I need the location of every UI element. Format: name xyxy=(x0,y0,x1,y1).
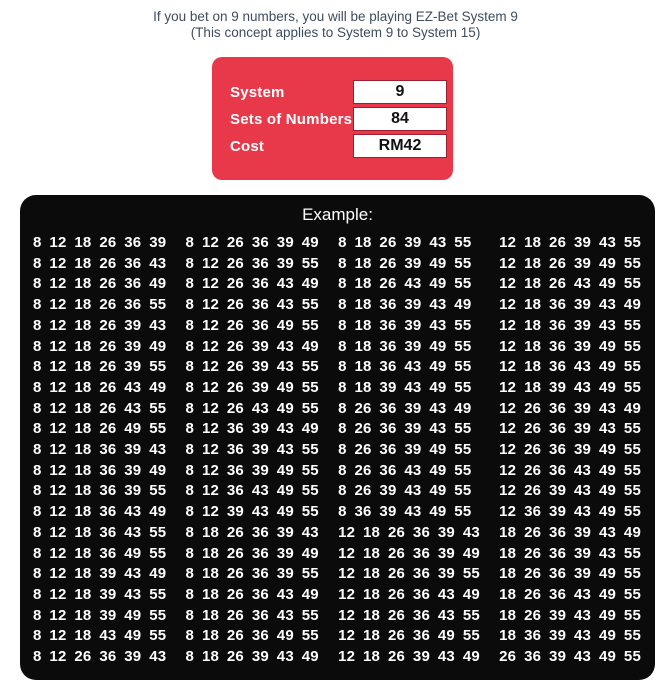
info-row-system xyxy=(230,80,447,104)
combination: 12 18 36 43 49 55 xyxy=(499,358,641,376)
combination: 8 12 18 26 36 55 xyxy=(33,296,167,314)
combination: 12 26 39 43 49 55 xyxy=(499,482,641,500)
combination: 8 18 26 39 49 55 xyxy=(338,254,472,272)
info-row-cost xyxy=(230,134,447,158)
combination: 18 36 39 43 49 55 xyxy=(499,627,641,645)
combination: 8 18 26 39 43 49 xyxy=(185,648,319,666)
combination: 12 18 26 39 43 49 xyxy=(338,648,480,666)
combination: 8 12 18 36 43 49 xyxy=(33,503,167,521)
combination: 8 12 36 39 49 55 xyxy=(185,461,319,479)
combination: 12 18 26 39 49 55 xyxy=(499,254,641,272)
combination: 8 18 36 39 43 55 xyxy=(338,316,472,334)
combination: 12 18 26 36 43 55 xyxy=(338,606,480,624)
cost-label: Cost xyxy=(230,137,265,155)
combination: 12 18 26 36 39 55 xyxy=(338,565,480,583)
combination: 8 12 26 43 49 55 xyxy=(185,399,319,417)
combination: 8 12 18 39 43 49 xyxy=(33,565,167,583)
combination: 8 12 36 43 49 55 xyxy=(185,482,319,500)
combination: 8 12 26 36 49 55 xyxy=(185,316,319,334)
combination: 12 26 36 39 43 49 xyxy=(499,399,641,417)
system-label: System xyxy=(230,83,285,101)
cost-value-box xyxy=(353,134,447,158)
combination: 12 18 36 39 49 55 xyxy=(499,337,641,355)
combination: 8 12 26 36 39 55 xyxy=(185,254,319,272)
combinations-column-4 xyxy=(499,233,641,668)
combination: 8 18 26 36 43 49 xyxy=(185,585,319,603)
combination: 8 26 39 43 49 55 xyxy=(338,482,472,500)
combination: 8 12 26 39 43 49 xyxy=(185,337,319,355)
combinations-grid xyxy=(20,233,655,668)
combination: 12 18 26 43 49 55 xyxy=(499,275,641,293)
combination: 8 26 36 43 49 55 xyxy=(338,461,472,479)
combination: 8 12 18 36 49 55 xyxy=(33,544,167,562)
combination: 8 12 18 39 43 55 xyxy=(33,585,167,603)
combination: 12 26 36 43 49 55 xyxy=(499,461,641,479)
page-header xyxy=(0,0,671,41)
combination: 8 12 18 39 49 55 xyxy=(33,606,167,624)
combination: 8 18 26 36 49 55 xyxy=(185,627,319,645)
example-title: Example: xyxy=(302,205,373,224)
combination: 12 26 36 39 49 55 xyxy=(499,441,641,459)
combination: 8 12 26 39 49 55 xyxy=(185,378,319,396)
combination: 8 18 39 43 49 55 xyxy=(338,378,472,396)
combination: 12 18 26 36 49 55 xyxy=(338,627,480,645)
combinations-column-2 xyxy=(186,233,319,668)
combination: 8 12 36 39 43 49 xyxy=(185,420,319,438)
combination: 12 36 39 43 49 55 xyxy=(499,503,641,521)
combination: 8 12 18 26 49 55 xyxy=(33,420,167,438)
system-value: 9 xyxy=(395,83,405,100)
combination: 8 18 26 36 39 49 xyxy=(185,544,319,562)
combination: 12 26 36 39 43 55 xyxy=(499,420,641,438)
combination: 8 26 36 39 43 55 xyxy=(338,420,472,438)
combination: 8 12 18 26 43 49 xyxy=(33,378,167,396)
system-info-card xyxy=(212,57,453,180)
combination: 12 18 36 39 43 49 xyxy=(499,296,641,314)
combination: 8 12 39 43 49 55 xyxy=(185,503,319,521)
combinations-column-1 xyxy=(33,233,166,668)
combination: 8 12 26 36 43 49 xyxy=(185,275,319,293)
combination: 8 18 26 36 43 55 xyxy=(185,606,319,624)
combination: 8 12 18 26 39 55 xyxy=(33,358,167,376)
combination: 18 26 36 43 49 55 xyxy=(499,585,641,603)
combination: 8 26 36 39 43 49 xyxy=(338,399,472,417)
combination: 8 12 18 26 39 43 xyxy=(33,316,167,334)
sets-of-numbers-label: Sets of Numbers xyxy=(230,110,353,128)
combination: 8 12 18 36 43 55 xyxy=(33,523,167,541)
combination: 18 26 39 43 49 55 xyxy=(499,606,641,624)
combination: 18 26 36 39 43 55 xyxy=(499,544,641,562)
combination: 8 12 18 36 39 55 xyxy=(33,482,167,500)
header-line-1: If you bet on 9 numbers, you will be playing EZ-Bet System 9 xyxy=(153,9,518,24)
combination: 8 18 26 39 43 55 xyxy=(338,234,472,251)
combination: 8 12 18 36 39 43 xyxy=(33,441,167,459)
info-row-sets-of-numbers xyxy=(230,107,447,131)
combination: 8 36 39 43 49 55 xyxy=(338,503,472,521)
combination: 8 12 18 26 36 43 xyxy=(33,254,167,272)
combination: 8 12 18 36 39 49 xyxy=(33,461,167,479)
combination: 8 12 26 36 39 49 xyxy=(185,234,319,251)
sets-of-numbers-value-box xyxy=(353,107,447,131)
combination: 8 18 26 36 39 55 xyxy=(185,565,319,583)
combination: 8 12 18 26 43 55 xyxy=(33,399,167,417)
combination: 8 12 18 26 36 39 xyxy=(33,234,167,251)
example-panel xyxy=(20,195,655,680)
combination: 12 18 26 39 43 55 xyxy=(499,234,641,251)
combination: 18 26 36 39 49 55 xyxy=(499,565,641,583)
combination: 8 18 26 43 49 55 xyxy=(338,275,472,293)
header-line-2: (This concept applies to System 9 to System 15) xyxy=(190,25,481,40)
combination: 8 12 36 39 43 55 xyxy=(185,441,319,459)
sets-of-numbers-value: 84 xyxy=(391,110,409,127)
combination: 8 18 36 39 43 49 xyxy=(338,296,472,314)
combination: 12 18 36 39 43 55 xyxy=(499,316,641,334)
combination: 8 26 36 39 49 55 xyxy=(338,441,472,459)
combination: 12 18 26 36 43 49 xyxy=(338,585,480,603)
combination: 8 12 18 43 49 55 xyxy=(33,627,167,645)
combination: 8 12 26 36 39 43 xyxy=(33,648,167,666)
combination: 8 12 26 36 43 55 xyxy=(185,296,319,314)
combination: 8 12 26 39 43 55 xyxy=(185,358,319,376)
combinations-column-3 xyxy=(338,233,480,668)
combination: 18 26 36 39 43 49 xyxy=(499,523,641,541)
combination: 12 18 26 36 39 43 xyxy=(338,523,480,541)
combination: 12 18 39 43 49 55 xyxy=(499,378,641,396)
combination: 26 36 39 43 49 55 xyxy=(499,648,641,666)
cost-value: RM42 xyxy=(378,137,422,154)
system-value-box xyxy=(353,80,447,104)
combination: 8 12 18 26 39 49 xyxy=(33,337,167,355)
combination: 8 18 26 36 39 43 xyxy=(185,523,319,541)
combination: 12 18 26 36 39 49 xyxy=(338,544,480,562)
combination: 8 18 36 43 49 55 xyxy=(338,358,472,376)
combination: 8 18 36 39 49 55 xyxy=(338,337,472,355)
combination: 8 12 18 26 36 49 xyxy=(33,275,167,293)
